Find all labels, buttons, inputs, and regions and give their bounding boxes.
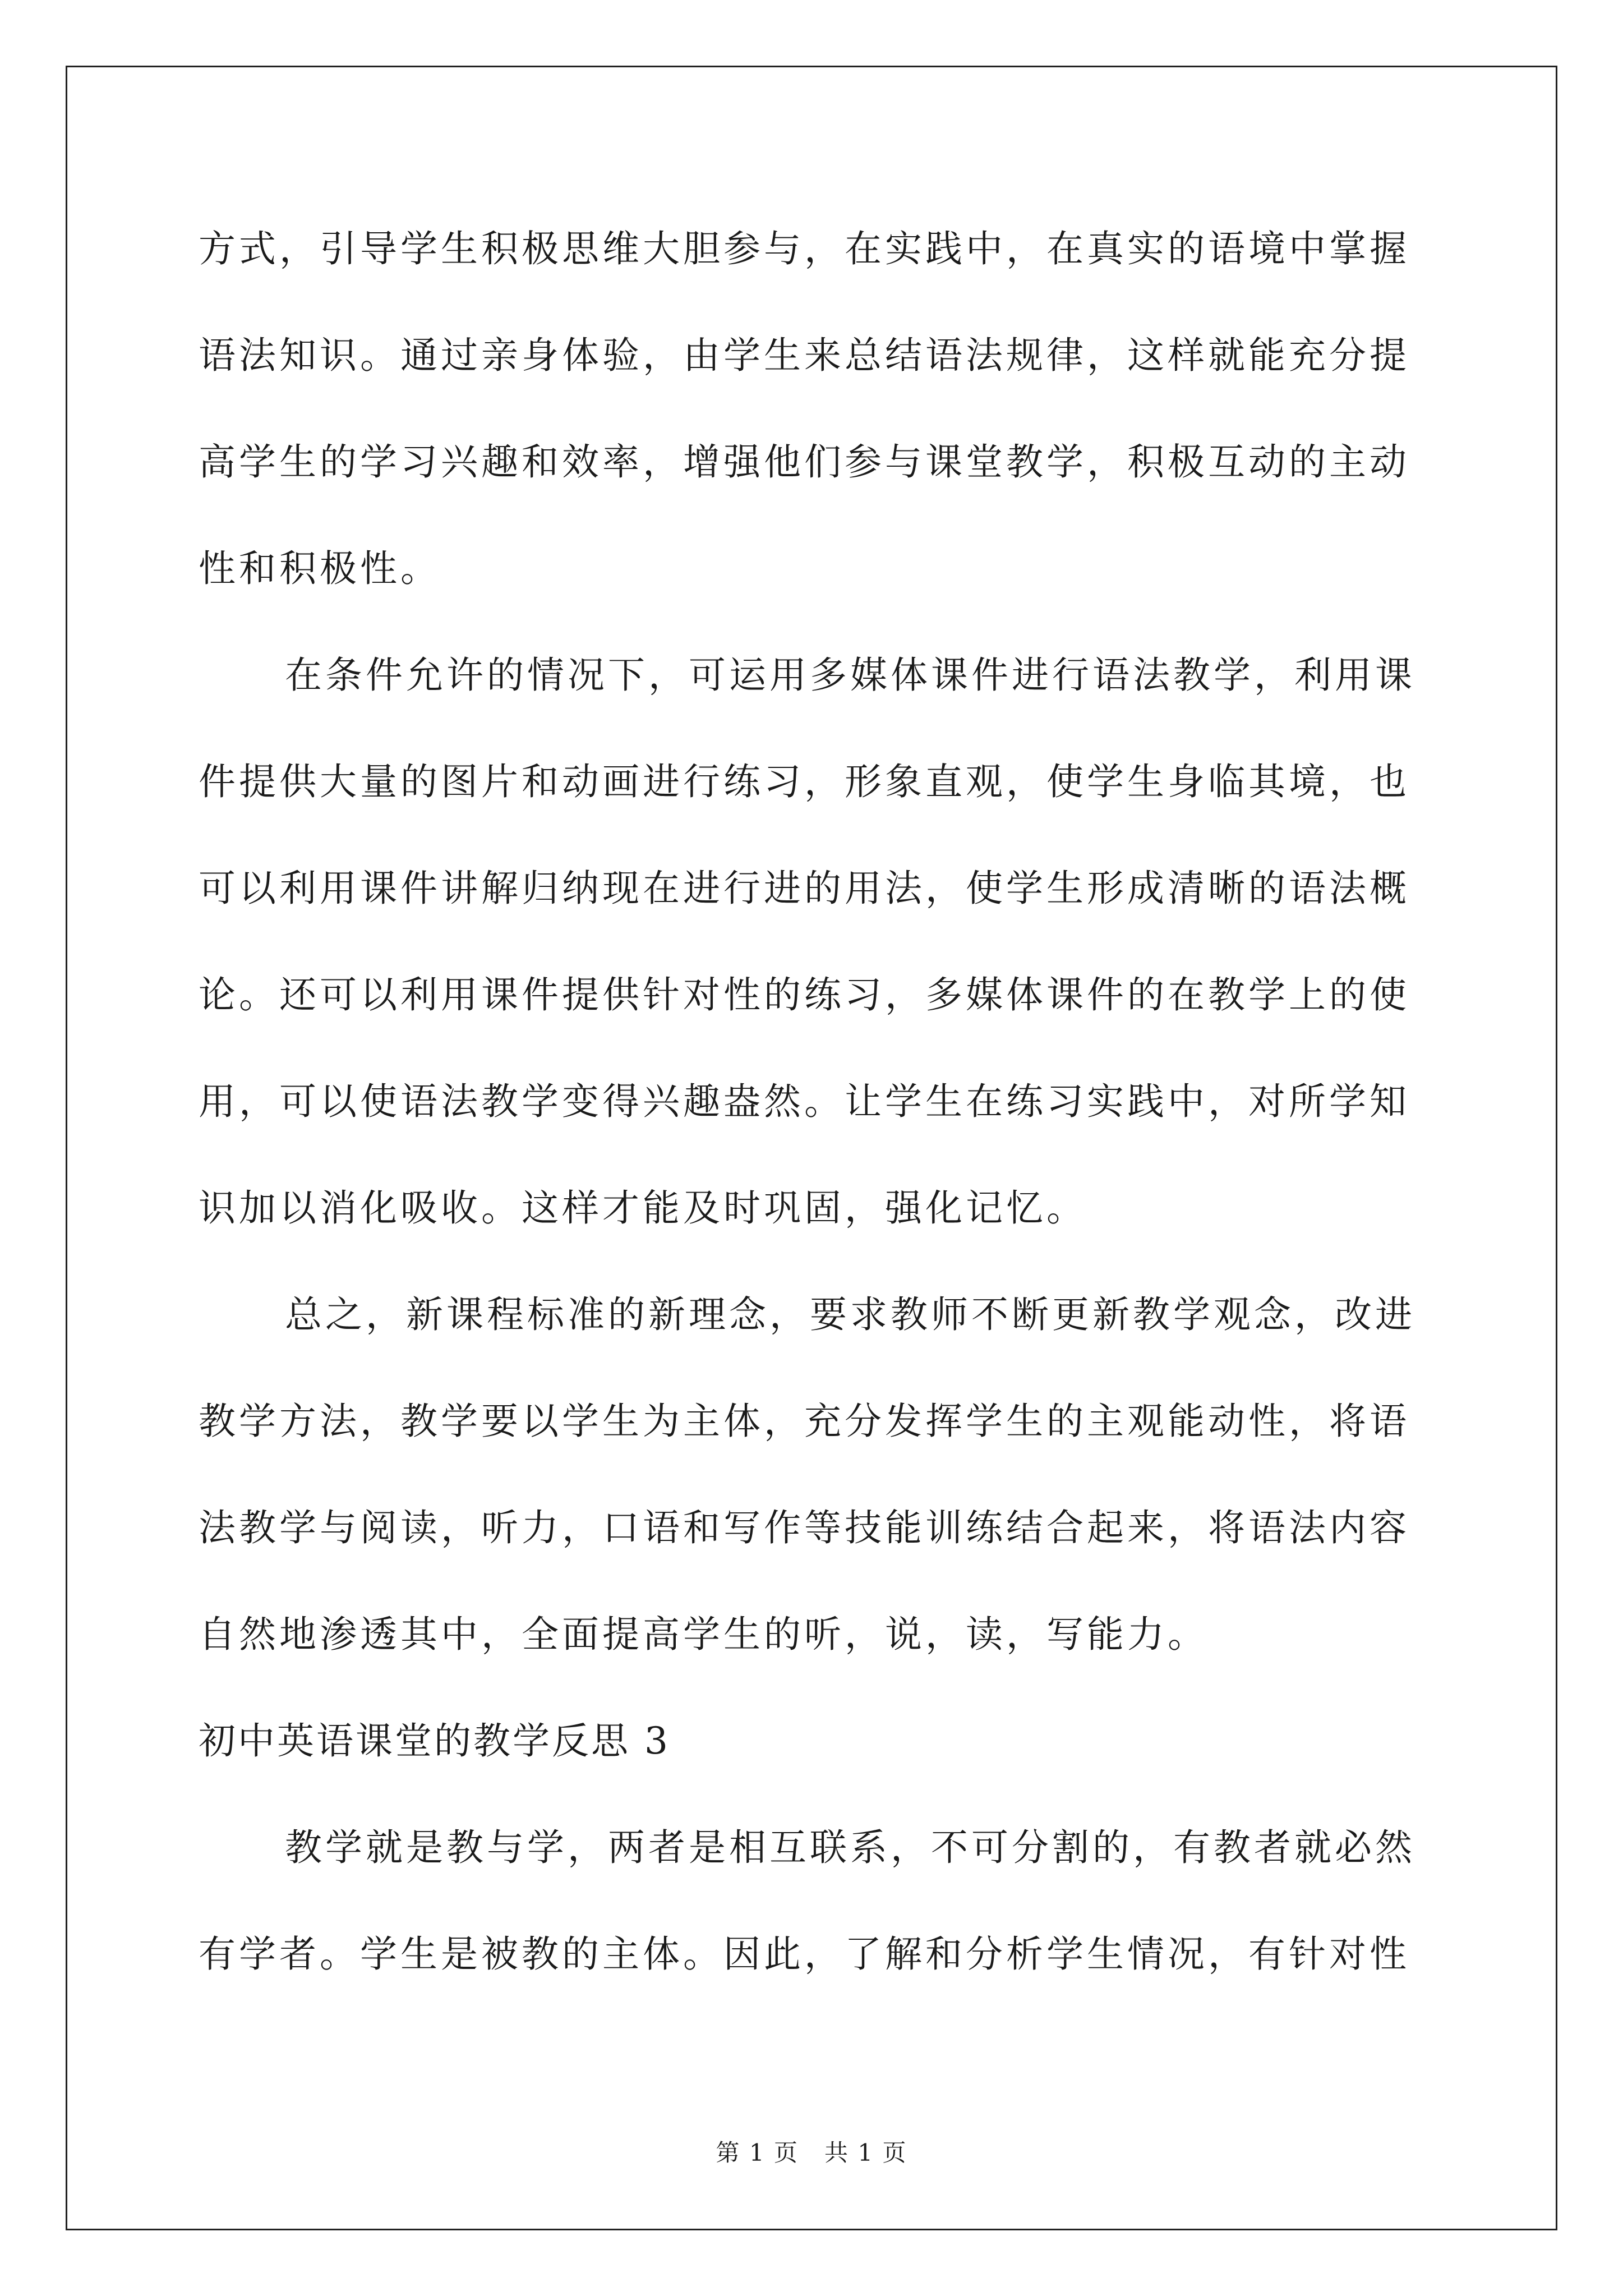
paragraph-first-line: 在条件允许的情况下，可运用多媒体课件进行语法教学，利用课 (285, 654, 1415, 697)
text-line: 件提供大量的图片和动画进行练习，形象直观，使学生身临其境，也 (199, 760, 1410, 803)
text-line: 法教学与阅读，听力，口语和写作等技能训练结合起来，将语法内容 (199, 1506, 1410, 1549)
text-line: 高学生的学习兴趣和效率，增强他们参与课堂教学，积极互动的主动 (199, 440, 1410, 484)
page-number-footer: 第 1 页 共 1 页 (716, 2139, 907, 2166)
text-line: 可以利用课件讲解归纳现在进行进的用法，使学生形成清晰的语法概 (199, 867, 1410, 910)
text-line: 用，可以使语法教学变得兴趣盎然。让学生在练习实践中，对所学知 (199, 1080, 1410, 1123)
paragraph-first-line: 总之，新课程标准的新理念，要求教师不断更新教学观念，改进 (285, 1293, 1415, 1336)
text-line: 自然地渗透其中，全面提高学生的听，说，读，写能力。 (199, 1613, 1208, 1656)
text-line: 方式，引导学生积极思维大胆参与，在实践中，在真实的语境中掌握 (199, 227, 1410, 270)
section-heading-wrap (199, 1704, 1432, 1811)
document-body (199, 212, 1432, 2024)
text-line: 性和积极性。 (199, 547, 441, 590)
text-line: 语法知识。通过亲身体验，由学生来总结语法规律，这样就能充分提 (199, 334, 1410, 377)
text-line: 有学者。学生是被教的主体。因此，了解和分析学生情况，有针对性 (199, 1932, 1410, 1976)
text-line: 识加以消化吸收。这样才能及时巩固，强化记忆。 (199, 1186, 1087, 1230)
text-line: 教学方法，教学要以学生为主体，充分发挥学生的主观能动性，将语 (199, 1400, 1410, 1443)
text-line: 论。还可以利用课件提供针对性的练习，多媒体课件的在教学上的使 (199, 973, 1410, 1016)
section-heading: 初中英语课堂的教学反思 3 (199, 1719, 670, 1763)
paragraph-first-line: 教学就是教与学，两者是相互联系，不可分割的，有教者就必然 (285, 1826, 1415, 1869)
